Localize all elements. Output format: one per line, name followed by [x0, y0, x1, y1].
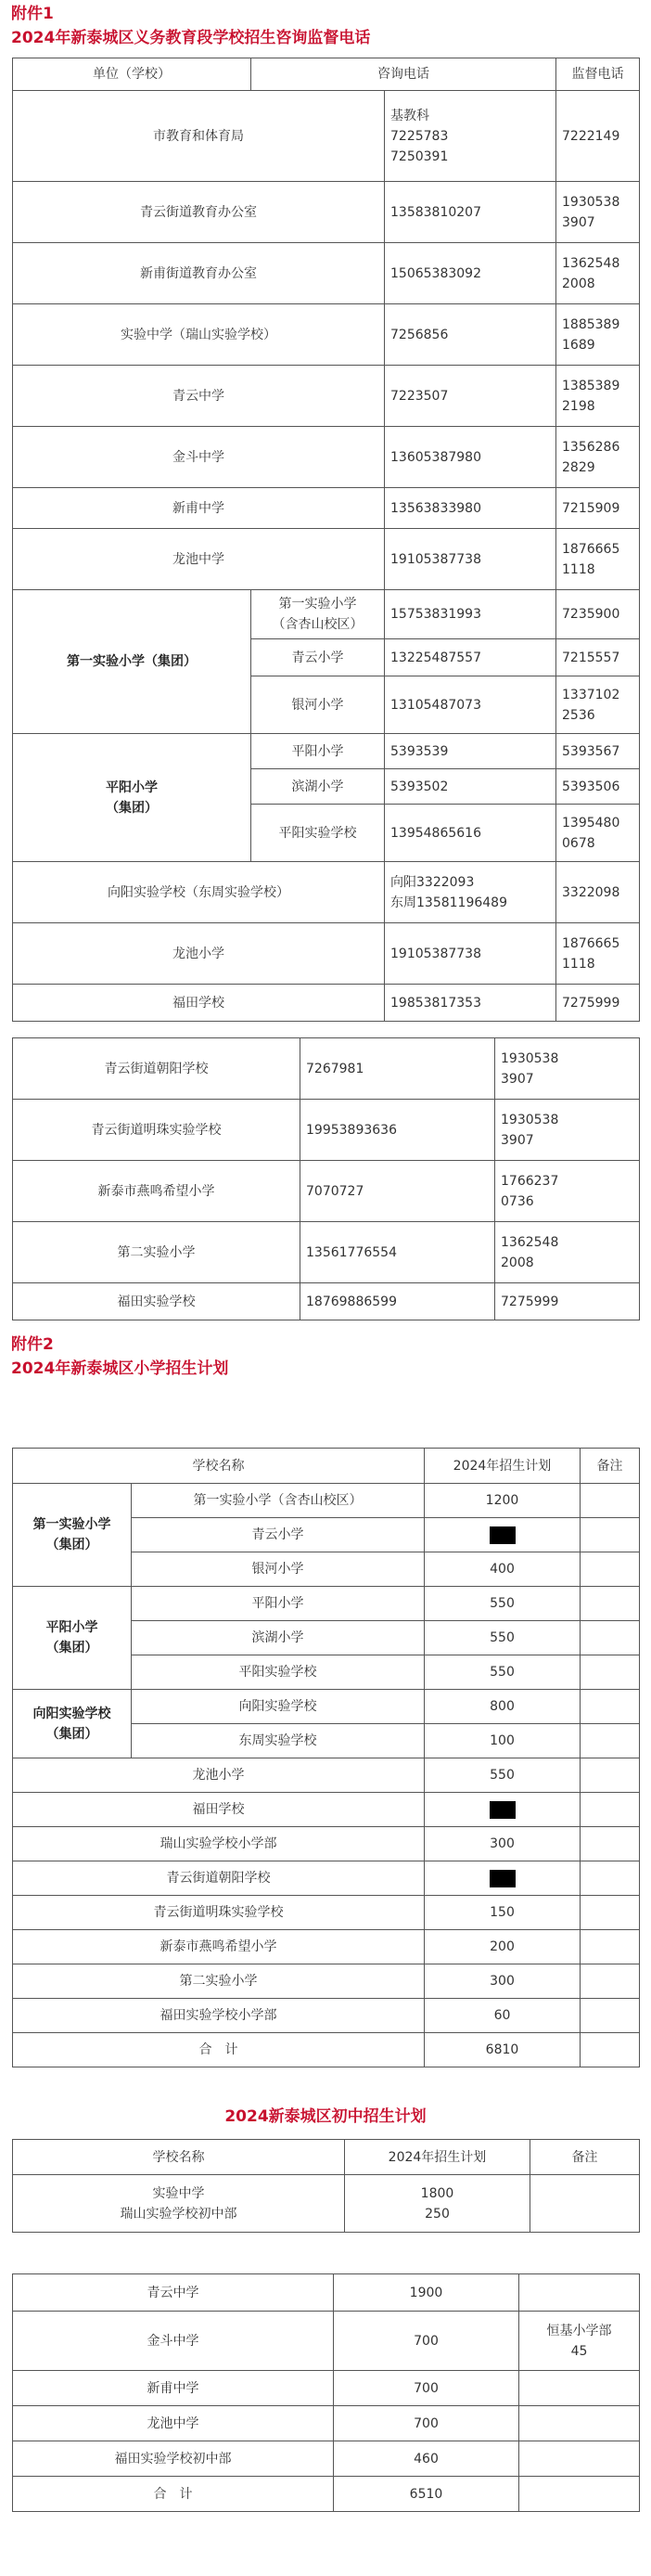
table-row: 龙池中学 19105387738 1876665 1118 [13, 529, 640, 590]
table-row: 瑞山实验学校小学部 300 [13, 1827, 640, 1861]
table-row: 平阳小学 （集团） 平阳小学 550 [13, 1587, 640, 1621]
table-row: 平阳实验学校 550 [13, 1655, 640, 1690]
annex3-title: 2024新泰城区初中招生计划 [224, 2107, 427, 2126]
header-supervise: 监督电话 [556, 58, 640, 91]
table-row: 向阳实验学校 （集团） 向阳实验学校 800 [13, 1690, 640, 1724]
header-note: 备注 [530, 2140, 640, 2175]
table-row: 青云小学 [13, 1518, 640, 1552]
table-row: 第二实验小学 300 [13, 1964, 640, 1999]
table-row: 金斗中学 700 恒基小学部 45 [13, 2312, 640, 2371]
table-row: 第一实验小学 （集团） 第一实验小学（含杏山校区） 1200 [13, 1484, 640, 1518]
group-name: 平阳小学 （集团） [13, 734, 251, 862]
table-row: 青云街道朝阳学校 [13, 1861, 640, 1896]
table-row: 平阳实验学校 13954865616 1395480 0678 [13, 805, 640, 862]
middle-enrollment-table-header [12, 2139, 640, 2233]
table-row: 新甫中学 700 [13, 2371, 640, 2406]
total-row: 合 计 6510 [13, 2477, 640, 2512]
table-row: 实验中学 瑞山实验学校初中部 1800 250 [13, 2175, 640, 2233]
table-row: 滨湖小学 5393502 5393506 [13, 769, 640, 805]
header-plan: 2024年招生计划 [425, 1449, 581, 1484]
redacted-value [490, 1801, 516, 1819]
table-row: 新泰市燕鸣希望小学 7070727 1766237 0736 [13, 1161, 640, 1222]
table-row: 东周实验学校 100 [13, 1724, 640, 1758]
group-name: 向阳实验学校 （集团） [13, 1690, 132, 1758]
consult-phone-table [12, 58, 640, 1022]
table-row: 青云小学 13225487557 7215557 [13, 639, 640, 676]
table-row: 新甫中学 13563833980 7215909 [13, 488, 640, 529]
table-row: 龙池小学 19105387738 1876665 1118 [13, 923, 640, 985]
table-row: 福田实验学校小学部 60 [13, 1999, 640, 2033]
table-row: 银河小学 13105487073 1337102 2536 [13, 676, 640, 734]
table-header [13, 2140, 640, 2175]
middle-enrollment-table [12, 2273, 640, 2512]
table-row: 青云街道教育办公室 13583810207 1930538 3907 [13, 182, 640, 243]
group-name: 第一实验小学（集团） [13, 590, 251, 734]
table-header [13, 1449, 640, 1484]
table-row: 平阳小学 （集团） 平阳小学 5393539 5393567 [13, 734, 640, 769]
table-row: 第一实验小学（集团） 第一实验小学 （含杏山校区） 15753831993 7235900 [13, 590, 640, 639]
table-row: 新甫街道教育办公室 15065383092 1362548 2008 [13, 243, 640, 304]
annex1-title: 2024年新泰城区义务教育段学校招生咨询监督电话 [11, 29, 371, 47]
table-row: 实验中学（瑞山实验学校） 7256856 1885389 1689 [13, 304, 640, 366]
table-row: 青云中学 1900 [13, 2274, 640, 2312]
annex2-title: 2024年新泰城区小学招生计划 [11, 1359, 229, 1378]
table-row: 向阳实验学校（东周实验学校） 向阳3322093 东周13581196489 3322098 [13, 862, 640, 923]
redacted-value [490, 1526, 516, 1544]
table-row: 福田实验学校初中部 460 [13, 2441, 640, 2477]
annex1-label: 附件1 [11, 5, 54, 23]
table-row: 龙池小学 550 [13, 1758, 640, 1793]
table-header [13, 58, 640, 91]
table-row: 市教育和体育局 基教科 7225783 7250391 7222149 [13, 91, 640, 182]
group-name: 第一实验小学 （集团） [13, 1484, 132, 1587]
table-row: 第二实验小学 13561776554 1362548 2008 [13, 1222, 640, 1283]
table-row: 福田学校 [13, 1793, 640, 1827]
table-row: 青云街道明珠实验学校 150 [13, 1896, 640, 1930]
header-consult: 咨询电话 [251, 58, 556, 91]
table-row: 青云街道明珠实验学校 19953893636 1930538 3907 [13, 1100, 640, 1161]
header-note: 备注 [581, 1449, 640, 1484]
group-name: 平阳小学 （集团） [13, 1587, 132, 1690]
table-row: 福田学校 19853817353 7275999 [13, 985, 640, 1022]
table-row: 新泰市燕鸣希望小学 200 [13, 1930, 640, 1964]
header-school: 学校名称 [13, 1449, 425, 1484]
table-row: 龙池中学 700 [13, 2406, 640, 2441]
header-school: 学校名称 [13, 2140, 345, 2175]
primary-enrollment-table [12, 1448, 640, 2067]
header-plan: 2024年招生计划 [345, 2140, 530, 2175]
total-row: 合 计 6810 [13, 2033, 640, 2067]
redacted-value [490, 1870, 516, 1887]
table-row: 青云街道朝阳学校 7267981 1930538 3907 [13, 1038, 640, 1100]
table-row: 金斗中学 13605387980 1356286 2829 [13, 427, 640, 488]
table-row: 福田实验学校 18769886599 7275999 [13, 1283, 640, 1320]
table-row: 滨湖小学 550 [13, 1621, 640, 1655]
header-unit: 单位（学校） [13, 58, 251, 91]
table-row: 青云中学 7223507 1385389 2198 [13, 366, 640, 427]
annex2-label: 附件2 [11, 1335, 54, 1354]
table-row: 银河小学 400 [13, 1552, 640, 1587]
consult-phone-table-continued [12, 1037, 640, 1320]
